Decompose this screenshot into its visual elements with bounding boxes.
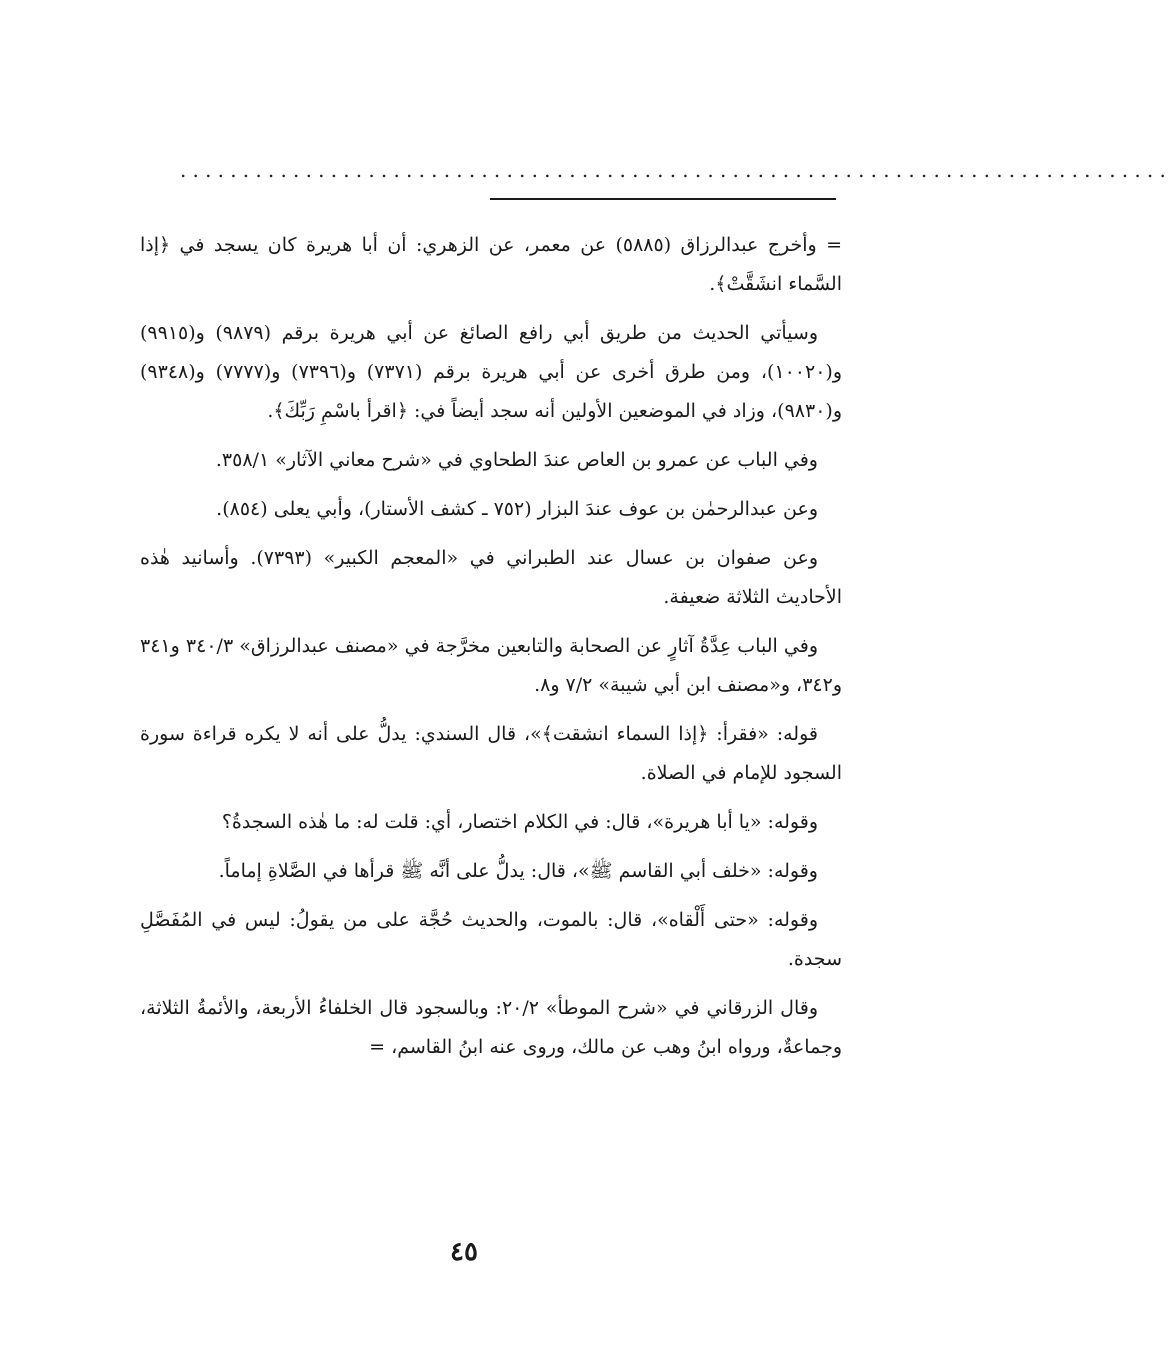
- footnote-paragraph: وعن عبدالرحمٰن بن عوف عندَ البزار (٧٥٢ ـ كشف الأستار)، وأبي يعلى (٨٥٤).: [216, 498, 818, 520]
- footnote-paragraph: وقوله: «حتى أَلْقاه»، قال: بالموت، والحديث حُجَّة على من يقولُ: ليس في المُفَصَّلِ سجدة.: [140, 909, 842, 970]
- footnote-paragraph: وقال الزرقاني في «شرح الموطأ» ٢٠/٢: وبالسجود قال الخلفاءُ الأربعة، والأئمةُ الثلاثة، وجماعةٌ، ورواه ابنُ وهب عن مالك، وروى عنه ابنُ القاسم، =: [140, 997, 842, 1058]
- footnote-paragraph: وقوله: «يا أبا هريرة»، قال: في الكلام اختصار، أي: قلت له: ما هٰذه السجدةُ؟: [221, 811, 818, 833]
- footnote-paragraph: قوله: «فقرأ: ﴿إذا السماء انشقت﴾»، قال السندي: يدلُّ على أنه لا يكره قراءة سورة السجود للإمام في الصلاة.: [140, 723, 842, 784]
- footnote-paragraph: وسيأتي الحديث من طريق أبي رافع الصائغ عن أبي هريرة برقم (٩٨٧٩) و(٩٩١٥) و(١٠٠٢٠)، ومن طرق أخرى عن أبي هريرة برقم (٧٣٧١) و(٧٣٩٦) و(٧٧٧٧) و(٩٣٤٨) و(٩٨٣٠)، وزاد في الموضعين الأولين أنه سجد أيضاً في: ﴿اقرأ باسْمِ رَبِّكَ﴾.: [140, 322, 842, 422]
- footnote-paragraph: وفي الباب عن عمرو بن العاص عندَ الطحاوي في «شرح معاني الآثار» ٣٥٨/١.: [215, 449, 818, 471]
- footnotes-block: [140, 226, 842, 1077]
- footnote-paragraph: = وأخرج عبدالرزاق (٥٨٨٥) عن معمر، عن الزهري: أن أبا هريرة كان يسجد في ﴿إذا السَّماء انشَقَّتْ﴾.: [140, 234, 842, 295]
- header-dotted-line: ...............................................................................: [180, 158, 1172, 182]
- page-number: ٤٥: [450, 1237, 478, 1267]
- footnote-paragraph: وقوله: «خلف أبي القاسم ﷺ»، قال: يدلُّ على أنَّه ﷺ قرأها في الصَّلاةِ إماماً.: [218, 860, 818, 882]
- footnote-paragraph: وفي الباب عِدَّةُ آثارٍ عن الصحابة والتابعين مخرَّجة في «مصنف عبدالرزاق» ٣٤٠/٣ و٣٤١ و٣٤٢، و«مصنف ابن أبي شيبة» ٧/٢ و٨.: [140, 635, 842, 696]
- footnote-paragraph: وعن صفوان بن عسال عند الطبراني في «المعجم الكبير» (٧٣٩٣). وأسانيد هٰذه الأحاديث الثلاثة ضعيفة.: [140, 547, 842, 608]
- footnote-separator-rule: [490, 198, 836, 200]
